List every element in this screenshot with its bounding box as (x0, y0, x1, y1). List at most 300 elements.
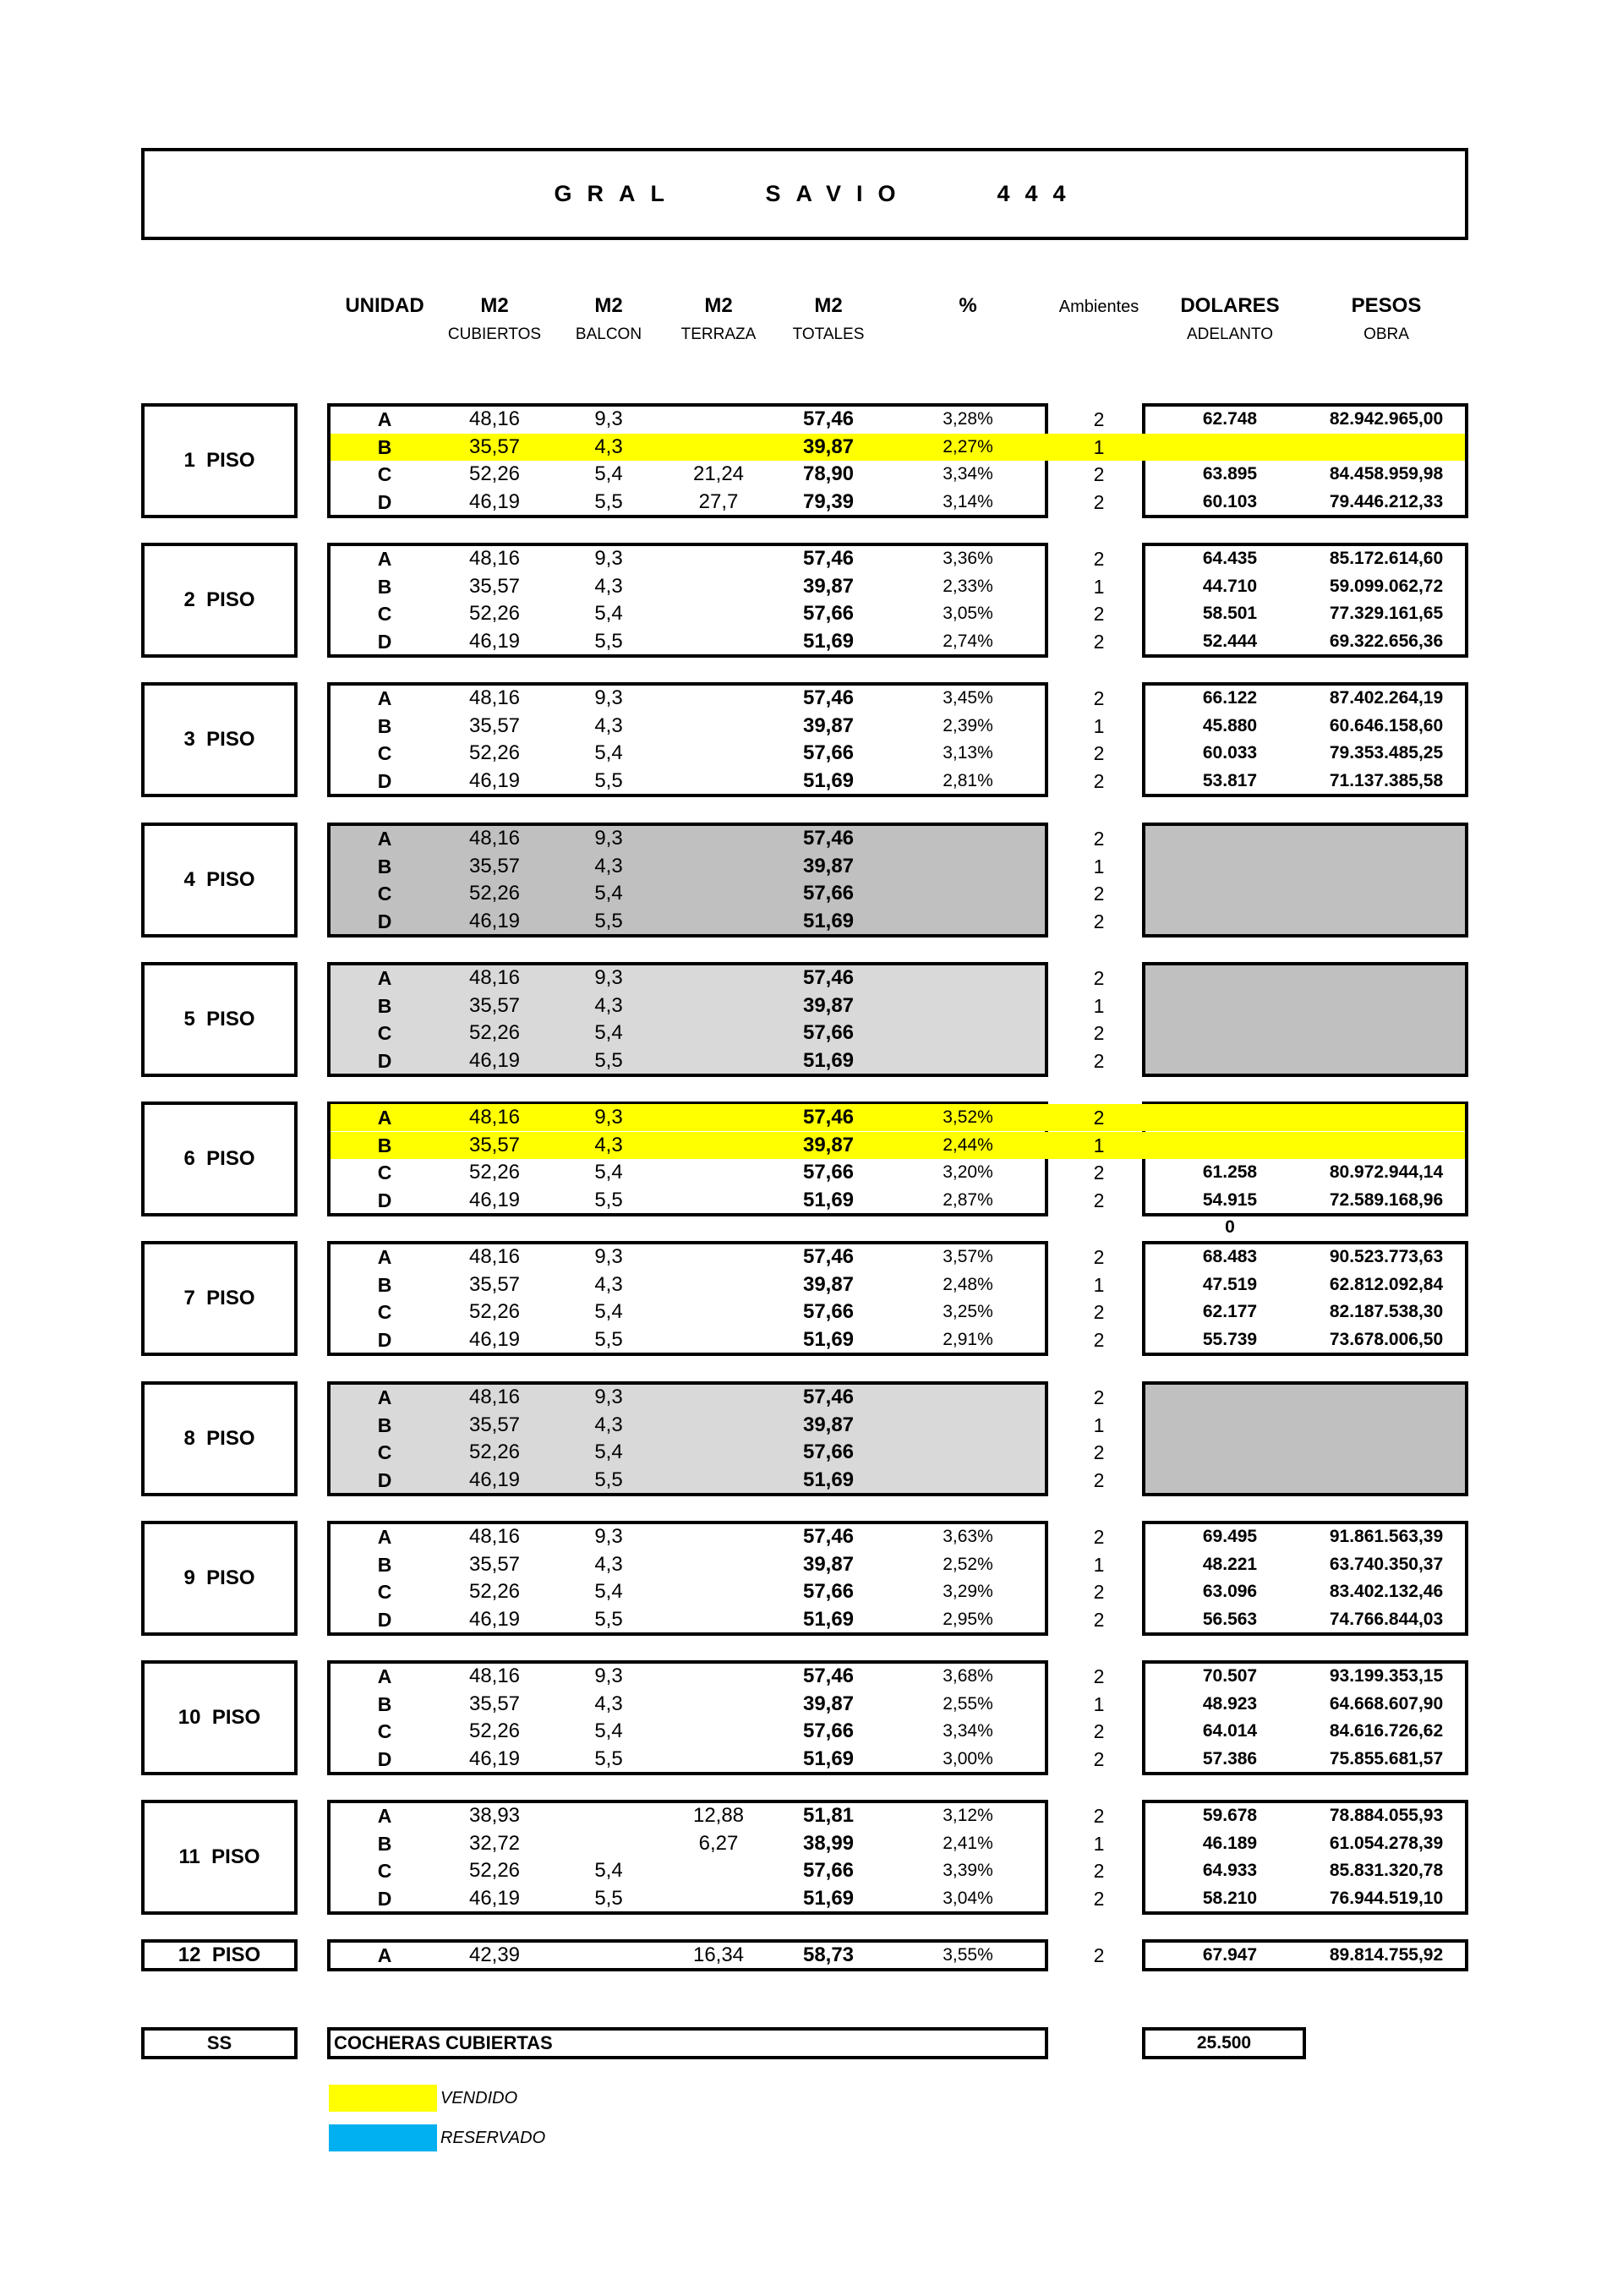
cell-m2c: 48,16 (468, 827, 521, 850)
cell-amb: 1 (1093, 436, 1105, 458)
cell-amb: 2 (1093, 631, 1105, 653)
cell-ars (1293, 1439, 1479, 1466)
cell-u: D (377, 1748, 392, 1770)
legend-swatch-vendido (329, 2085, 437, 2112)
cell-pct (913, 1020, 1023, 1047)
cell-tot: 57,66 (802, 1859, 855, 1882)
cell-amb: 2 (1093, 408, 1105, 430)
cell-u: D (377, 1888, 392, 1910)
cell-m2c: 46,19 (468, 1328, 521, 1351)
cell-m2c: 35,57 (468, 1134, 521, 1156)
cell-usd: 66.122 (1202, 688, 1258, 708)
cell-bal: 5,4 (594, 1440, 623, 1463)
table-row (0, 1523, 1623, 1550)
cell-m2c: 48,16 (468, 407, 521, 430)
cell-pct (913, 1384, 1023, 1411)
cell-pct (913, 825, 1023, 852)
cell-m2c: 48,16 (468, 686, 521, 709)
cell-pct: 2,55% (943, 1694, 993, 1714)
cell-amb: 2 (1093, 491, 1105, 513)
cell-u: D (377, 1609, 392, 1631)
cell-pct (913, 1467, 1023, 1494)
cell-tot: 57,46 (802, 1665, 855, 1687)
cell-ter (668, 992, 769, 1020)
cell-pct: 3,12% (943, 1806, 993, 1825)
cell-ars: 63.740.350,37 (1329, 1555, 1444, 1574)
cell-usd (1171, 853, 1289, 880)
table-row (0, 1384, 1623, 1411)
cell-ars: 80.972.944,14 (1329, 1162, 1444, 1182)
cell-bal: 9,3 (594, 407, 623, 430)
cell-amb: 2 (1093, 1720, 1105, 1742)
table-row (0, 1047, 1623, 1074)
cell-amb: 2 (1093, 770, 1105, 792)
cell-tot: 57,46 (802, 1245, 855, 1268)
table-row (0, 573, 1623, 600)
cell-bal: 9,3 (594, 827, 623, 850)
cell-u: C (377, 603, 392, 625)
cell-amb: 2 (1093, 1441, 1105, 1463)
cell-ars (1293, 1467, 1479, 1494)
cell-u: D (377, 1189, 392, 1211)
floor-label: 5 PISO (141, 962, 298, 1077)
table-row (0, 1159, 1623, 1186)
title-box (141, 148, 1468, 240)
cell-tot: 39,87 (802, 1553, 855, 1576)
cell-pct: 3,20% (943, 1162, 993, 1182)
cell-ter (668, 1298, 769, 1326)
cell-usd: 53.817 (1202, 771, 1258, 790)
cell-pct: 3,36% (943, 549, 993, 568)
cell-u: C (377, 463, 392, 485)
cell-usd: 44.710 (1202, 577, 1258, 596)
floor-label: 7 PISO (141, 1241, 298, 1356)
cell-bal: 4,3 (594, 435, 623, 458)
cell-bal: 5,5 (594, 630, 623, 653)
cell-amb: 1 (1093, 1414, 1105, 1436)
cell-bal: 5,4 (594, 882, 623, 905)
cell-ars: 71.137.385,58 (1329, 771, 1444, 790)
cell-amb: 2 (1093, 1162, 1105, 1184)
cell-u: D (377, 910, 392, 932)
floor-label: 1 PISO (141, 403, 298, 518)
cell-ars: 60.646.158,60 (1329, 716, 1444, 735)
cell-usd: 54.915 (1202, 1190, 1258, 1210)
cell-ars (1293, 1132, 1479, 1159)
cell-ter (668, 880, 769, 907)
cell-ter (668, 1412, 769, 1439)
cell-bal: 5,5 (594, 1747, 623, 1770)
cell-usd: 45.880 (1202, 716, 1258, 735)
table-row (0, 1132, 1623, 1159)
cell-amb: 2 (1093, 1526, 1105, 1548)
cell-m2c: 52,26 (468, 462, 521, 485)
cell-pct: 3,57% (943, 1247, 993, 1266)
cell-bal (566, 1942, 651, 1969)
cell-bal: 5,5 (594, 1887, 623, 1910)
table-row (0, 1298, 1623, 1326)
cell-u: C (377, 883, 392, 905)
cell-usd: 64.014 (1202, 1721, 1258, 1741)
cell-ter (668, 740, 769, 767)
cell-tot: 39,87 (802, 994, 855, 1017)
table-row (0, 1244, 1623, 1271)
table-row (0, 489, 1623, 516)
cell-u: A (377, 1944, 392, 1966)
table-row (0, 434, 1623, 461)
cell-ter (668, 1132, 769, 1159)
cell-tot: 51,69 (802, 1747, 855, 1770)
cell-bal: 9,3 (594, 1665, 623, 1687)
table-row (0, 1020, 1623, 1047)
cell-m2c: 52,26 (468, 1021, 521, 1044)
cell-pct: 3,55% (943, 1945, 993, 1965)
table-row (0, 1326, 1623, 1353)
cell-m2c: 35,57 (468, 1273, 521, 1296)
cell-usd (1171, 1020, 1289, 1047)
cell-amb: 1 (1093, 1693, 1105, 1715)
cell-m2c: 35,57 (468, 1692, 521, 1715)
cell-amb: 2 (1093, 828, 1105, 850)
header-porcentaje: % (959, 294, 977, 317)
cell-ars: 78.884.055,93 (1329, 1806, 1444, 1825)
cell-ars: 74.766.844,03 (1329, 1610, 1444, 1629)
cell-m2c: 46,19 (468, 910, 521, 932)
cell-bal: 5,4 (594, 602, 623, 625)
cell-ter (668, 1606, 769, 1633)
cell-u: B (377, 436, 392, 458)
cell-tot: 51,69 (802, 1608, 855, 1631)
cell-pct: 2,74% (943, 631, 993, 651)
cell-usd: 64.435 (1202, 549, 1258, 568)
cell-u: B (377, 1554, 392, 1576)
cell-u: B (377, 1693, 392, 1715)
cell-ars (1293, 1020, 1479, 1047)
cell-ars (1293, 825, 1479, 852)
cell-ter (668, 965, 769, 992)
cell-tot: 57,66 (802, 1161, 855, 1184)
cell-amb: 1 (1093, 576, 1105, 598)
cell-pct: 3,25% (943, 1302, 993, 1321)
floor-label: 12 PISO (141, 1939, 298, 1971)
cell-usd: 60.103 (1202, 492, 1258, 511)
header-ambientes: Ambientes (1058, 298, 1139, 316)
cell-ars (1293, 880, 1479, 907)
cell-m2c: 48,16 (468, 547, 521, 570)
cell-ter (668, 1467, 769, 1494)
cell-tot: 38,99 (802, 1832, 855, 1855)
cell-bal: 9,3 (594, 966, 623, 989)
cell-m2c: 52,26 (468, 1859, 521, 1882)
cell-tot: 57,66 (802, 602, 855, 625)
cell-m2c: 35,57 (468, 435, 521, 458)
cell-ars (1293, 1412, 1479, 1439)
cell-ter (668, 1885, 769, 1912)
cell-m2c: 48,16 (468, 966, 521, 989)
cell-tot: 57,66 (802, 1021, 855, 1044)
table-row (0, 1885, 1623, 1912)
cell-u: B (377, 856, 392, 877)
cell-ter (668, 434, 769, 461)
cell-pct: 2,52% (943, 1555, 993, 1574)
page-title: GRAL SAVIO 444 (554, 181, 1081, 206)
cell-bal: 5,4 (594, 1021, 623, 1044)
cell-amb: 2 (1093, 1107, 1105, 1129)
cell-ter (668, 628, 769, 655)
cell-usd (1171, 1412, 1289, 1439)
cell-m2c: 46,19 (468, 769, 521, 792)
cell-tot: 51,69 (802, 1887, 855, 1910)
cell-bal: 4,3 (594, 714, 623, 737)
cell-amb: 2 (1093, 1329, 1105, 1351)
cell-usd (1171, 1104, 1289, 1131)
cell-ter (668, 1857, 769, 1884)
cell-ter: 16,34 (692, 1943, 745, 1966)
ss-label: SS (141, 2027, 298, 2059)
cell-ars: 64.668.607,90 (1329, 1694, 1444, 1714)
cell-ter (668, 1718, 769, 1745)
table-row (0, 825, 1623, 852)
floor-label: 3 PISO (141, 682, 298, 797)
cell-usd: 67.947 (1202, 1945, 1258, 1965)
floor-label: 11 PISO (141, 1800, 298, 1915)
floor-label: 9 PISO (141, 1521, 298, 1636)
cell-ars: 87.402.264,19 (1329, 688, 1444, 708)
cell-usd (1171, 825, 1289, 852)
cell-usd (1171, 908, 1289, 935)
cell-ter: 27,7 (698, 490, 739, 513)
cell-pct: 3,05% (943, 604, 993, 623)
cell-ars (1293, 434, 1479, 461)
header-dolares: DOLARES ADELANTO (1180, 294, 1280, 343)
cell-tot: 57,66 (802, 1300, 855, 1323)
cell-amb: 2 (1093, 1609, 1105, 1631)
cell-amb: 2 (1093, 1805, 1105, 1827)
cell-usd: 55.739 (1202, 1330, 1258, 1349)
cell-u: A (377, 687, 392, 709)
cell-usd: 68.483 (1202, 1247, 1258, 1266)
cell-bal: 4,3 (594, 1553, 623, 1576)
cell-pct: 3,39% (943, 1861, 993, 1880)
cell-ter (668, 1663, 769, 1690)
cell-tot: 51,81 (802, 1804, 855, 1827)
cell-u: D (377, 770, 392, 792)
cell-pct: 2,44% (943, 1135, 993, 1155)
cell-amb: 2 (1093, 1860, 1105, 1882)
cell-ars: 82.187.538,30 (1329, 1302, 1444, 1321)
cell-ars: 77.329.161,65 (1329, 604, 1444, 623)
cell-m2c: 35,57 (468, 1553, 521, 1576)
cell-ars: 59.099.062,72 (1329, 577, 1444, 596)
table-row (0, 1718, 1623, 1745)
table-row (0, 1746, 1623, 1773)
cell-m2c: 35,57 (468, 575, 521, 598)
cell-bal: 5,4 (594, 1580, 623, 1603)
cell-usd: 70.507 (1202, 1666, 1258, 1686)
cell-tot: 79,39 (802, 490, 855, 513)
cell-bal: 5,4 (594, 741, 623, 764)
cell-pct: 2,81% (943, 771, 993, 790)
table-row (0, 853, 1623, 880)
cell-bal: 4,3 (594, 1413, 623, 1436)
cell-tot: 57,46 (802, 407, 855, 430)
cell-bal: 9,3 (594, 547, 623, 570)
floor-label: 10 PISO (141, 1660, 298, 1775)
cell-amb: 2 (1093, 1469, 1105, 1491)
cell-ter (668, 685, 769, 712)
cell-ter (668, 1523, 769, 1550)
cell-usd: 60.033 (1202, 743, 1258, 763)
cell-bal: 5,5 (594, 1468, 623, 1491)
cell-tot: 39,87 (802, 435, 855, 458)
floor-label: 6 PISO (141, 1102, 298, 1216)
table-row (0, 1830, 1623, 1857)
cell-ars: 84.458.959,98 (1329, 464, 1444, 484)
table-row (0, 768, 1623, 795)
cell-m2c: 48,16 (468, 1106, 521, 1129)
cell-pct: 3,14% (943, 492, 993, 511)
cell-pct: 3,04% (943, 1889, 993, 1908)
cell-amb: 2 (1093, 603, 1105, 625)
cell-tot: 58,73 (802, 1943, 855, 1966)
cell-usd: 58.210 (1202, 1889, 1258, 1908)
cell-ter (668, 1271, 769, 1298)
table-row (0, 880, 1623, 907)
cell-u: B (377, 576, 392, 598)
cell-m2c: 46,19 (468, 630, 521, 653)
cell-u: C (377, 1162, 392, 1184)
cell-pct: 2,91% (943, 1330, 993, 1349)
cell-ars: 76.944.519,10 (1329, 1889, 1444, 1908)
table-row (0, 1551, 1623, 1578)
cell-tot: 51,69 (802, 1328, 855, 1351)
cell-u: A (377, 1805, 392, 1827)
cell-bal: 4,3 (594, 1692, 623, 1715)
cell-pct (913, 992, 1023, 1020)
table-row (0, 740, 1623, 767)
cell-tot: 57,66 (802, 741, 855, 764)
cell-tot: 57,46 (802, 547, 855, 570)
table-row (0, 461, 1623, 488)
cell-bal: 5,5 (594, 1189, 623, 1211)
cell-m2c: 32,72 (468, 1832, 521, 1855)
cell-amb: 1 (1093, 1554, 1105, 1576)
cell-bal: 5,4 (594, 1161, 623, 1184)
cell-ars (1293, 1104, 1479, 1131)
cell-u: B (377, 1833, 392, 1855)
cell-bal: 5,5 (594, 769, 623, 792)
cell-u: A (377, 828, 392, 850)
cell-ars: 83.402.132,46 (1329, 1582, 1444, 1601)
table-row (0, 1439, 1623, 1466)
cell-ter (668, 713, 769, 740)
cell-amb: 1 (1093, 1134, 1105, 1156)
cell-bal: 5,5 (594, 910, 623, 932)
header-m2-cubiertos: M2 CUBIERTOS (447, 294, 542, 343)
cell-bal: 4,3 (594, 855, 623, 877)
cell-usd: 63.096 (1202, 1582, 1258, 1601)
cell-ars: 73.678.006,50 (1329, 1330, 1444, 1349)
table-row (0, 908, 1623, 935)
cell-pct: 2,39% (943, 716, 993, 735)
cell-pct (913, 965, 1023, 992)
cell-usd: 58.501 (1202, 604, 1258, 623)
cell-bal: 5,5 (594, 1049, 623, 1072)
cell-ars: 90.523.773,63 (1329, 1247, 1444, 1266)
cell-ars (1293, 908, 1479, 935)
cell-ter: 12,88 (692, 1804, 745, 1827)
cell-u: C (377, 1720, 392, 1742)
cell-ter: 21,24 (692, 462, 745, 485)
cell-u: C (377, 1441, 392, 1463)
cell-amb: 1 (1093, 1274, 1105, 1296)
cell-m2c: 52,26 (468, 882, 521, 905)
cell-ter (668, 825, 769, 852)
cell-ter (668, 1746, 769, 1773)
header-m2-balcon: M2 BALCON (575, 294, 642, 343)
cell-tot: 51,69 (802, 630, 855, 653)
cell-bal: 5,4 (594, 1719, 623, 1742)
cell-tot: 57,46 (802, 827, 855, 850)
cell-usd (1171, 880, 1289, 907)
cell-bal: 9,3 (594, 1525, 623, 1548)
table-row (0, 713, 1623, 740)
cell-usd: 61.258 (1202, 1162, 1258, 1182)
cell-ars: 79.446.212,33 (1329, 492, 1444, 511)
table-row (0, 600, 1623, 627)
cell-tot: 51,69 (802, 910, 855, 932)
cocheras-description: COCHERAS CUBIERTAS (327, 2027, 1048, 2059)
legend-label-vendido: VENDIDO (440, 2089, 518, 2107)
cell-tot: 39,87 (802, 1413, 855, 1436)
cell-tot: 78,90 (802, 462, 855, 485)
cell-m2c: 46,19 (468, 1608, 521, 1631)
cell-u: B (377, 1414, 392, 1436)
table-row (0, 628, 1623, 655)
cell-u: A (377, 1526, 392, 1548)
cell-ars: 75.855.681,57 (1329, 1749, 1444, 1768)
cell-ter (668, 1384, 769, 1411)
cell-tot: 39,87 (802, 575, 855, 598)
cell-m2c: 46,19 (468, 1887, 521, 1910)
cell-u: A (377, 1665, 392, 1687)
cell-tot: 39,87 (802, 1692, 855, 1715)
cell-amb: 2 (1093, 463, 1105, 485)
cell-amb: 1 (1093, 1833, 1105, 1855)
cell-usd (1171, 1439, 1289, 1466)
cell-u: D (377, 1329, 392, 1351)
cell-pct: 2,48% (943, 1275, 993, 1294)
cell-usd (1171, 434, 1289, 461)
table-row (0, 1187, 1623, 1214)
cell-usd (1171, 992, 1289, 1020)
cell-ter (668, 908, 769, 935)
cell-tot: 57,46 (802, 1525, 855, 1548)
cell-m2c: 35,57 (468, 994, 521, 1017)
cell-ars: 89.814.755,92 (1329, 1945, 1444, 1965)
cell-usd: 63.895 (1202, 464, 1258, 484)
cell-u: C (377, 1301, 392, 1323)
cell-amb: 2 (1093, 883, 1105, 905)
cell-pct (913, 853, 1023, 880)
cell-ars: 85.831.320,78 (1329, 1861, 1444, 1880)
cell-pct (913, 1412, 1023, 1439)
cell-usd: 48.221 (1202, 1555, 1258, 1574)
legend-swatch-reservado (329, 2124, 437, 2151)
cell-tot: 57,66 (802, 1580, 855, 1603)
cell-ars (1293, 965, 1479, 992)
cell-tot: 57,66 (802, 1719, 855, 1742)
